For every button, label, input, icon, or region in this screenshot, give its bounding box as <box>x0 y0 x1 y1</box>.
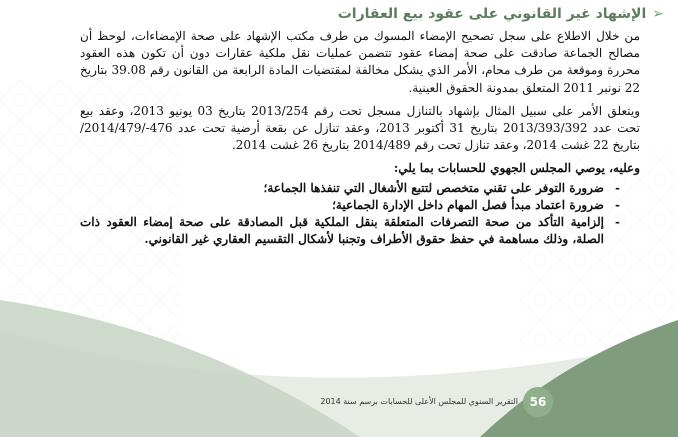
recommendations-intro: وعليه، يوصي المجلس الجهوي للحسابات بما يلي: <box>393 161 640 176</box>
paragraph: من خلال الاطلاع على سجل تصحيح الإمضاء المسوك من طرف مكتب الإشهاد على صحة الإمضاءات، لوحظ أن مصالح الجماعة صادقت على صحة إمضاء عقود تتضمن عمليات نقل ملكية عقارات دون أن تكون هذه العقود محررة وموقعة من طرف محام، الأمر الذي يشكل مخالفة لمقتضيات المادة الرابعة من القانون رقم 39.08 بتاريخ 22 نونبر 2011 المتعلق بمدونة الحقوق العينية. <box>80 29 640 95</box>
paragraph: ويتعلق الأمر على سبيل المثال بإشهاد بالتنازل مسجل تحت رقم 2013/254 بتاريخ 03 يونيو 2013، وعقد بيع تحت عدد 2013/393/392 بتاريخ 31 أكتوبر 2013، وعقد تنازل عن بقعة أرضية تحت عدد 476-/2014/479/ بتاريخ 22 غشت 2014، وعقد تنازل تحت رقم 2014/489 بتاريخ 26 غشت 2014. <box>80 103 640 153</box>
section-heading <box>338 6 664 22</box>
list-item: - ضرورة اعتماد مبدأ فصل المهام داخل الإدارة الجماعية؛ <box>80 197 620 214</box>
section-title: الإشهاد غير القانوني على عقود بيع العقارات <box>337 6 647 22</box>
page-number-badge: 56 <box>523 387 553 417</box>
footer-report-title: التقرير السنوي للمجلس الأعلى للحسابات برسم سنة 2014 <box>320 397 518 406</box>
list-item: - ضرورة التوفر على تقني متخصص لتتبع الأشغال التي تنفذها الجماعة؛ <box>80 180 620 197</box>
arrow-bullet-icon: ➢ <box>652 6 664 22</box>
list-item: - إلزامية التأكد من صحة التصرفات المتعلقة بنقل الملكية قبل المصادقة على صحة إمضاء العقود ذات الصلة، وذلك مساهمة في حفظ حقوق الأطراف وتجنبا لأشكال التقسيم العقاري غير القانوني. <box>80 214 620 248</box>
body-text <box>80 28 640 248</box>
recommendations-list <box>80 180 640 249</box>
